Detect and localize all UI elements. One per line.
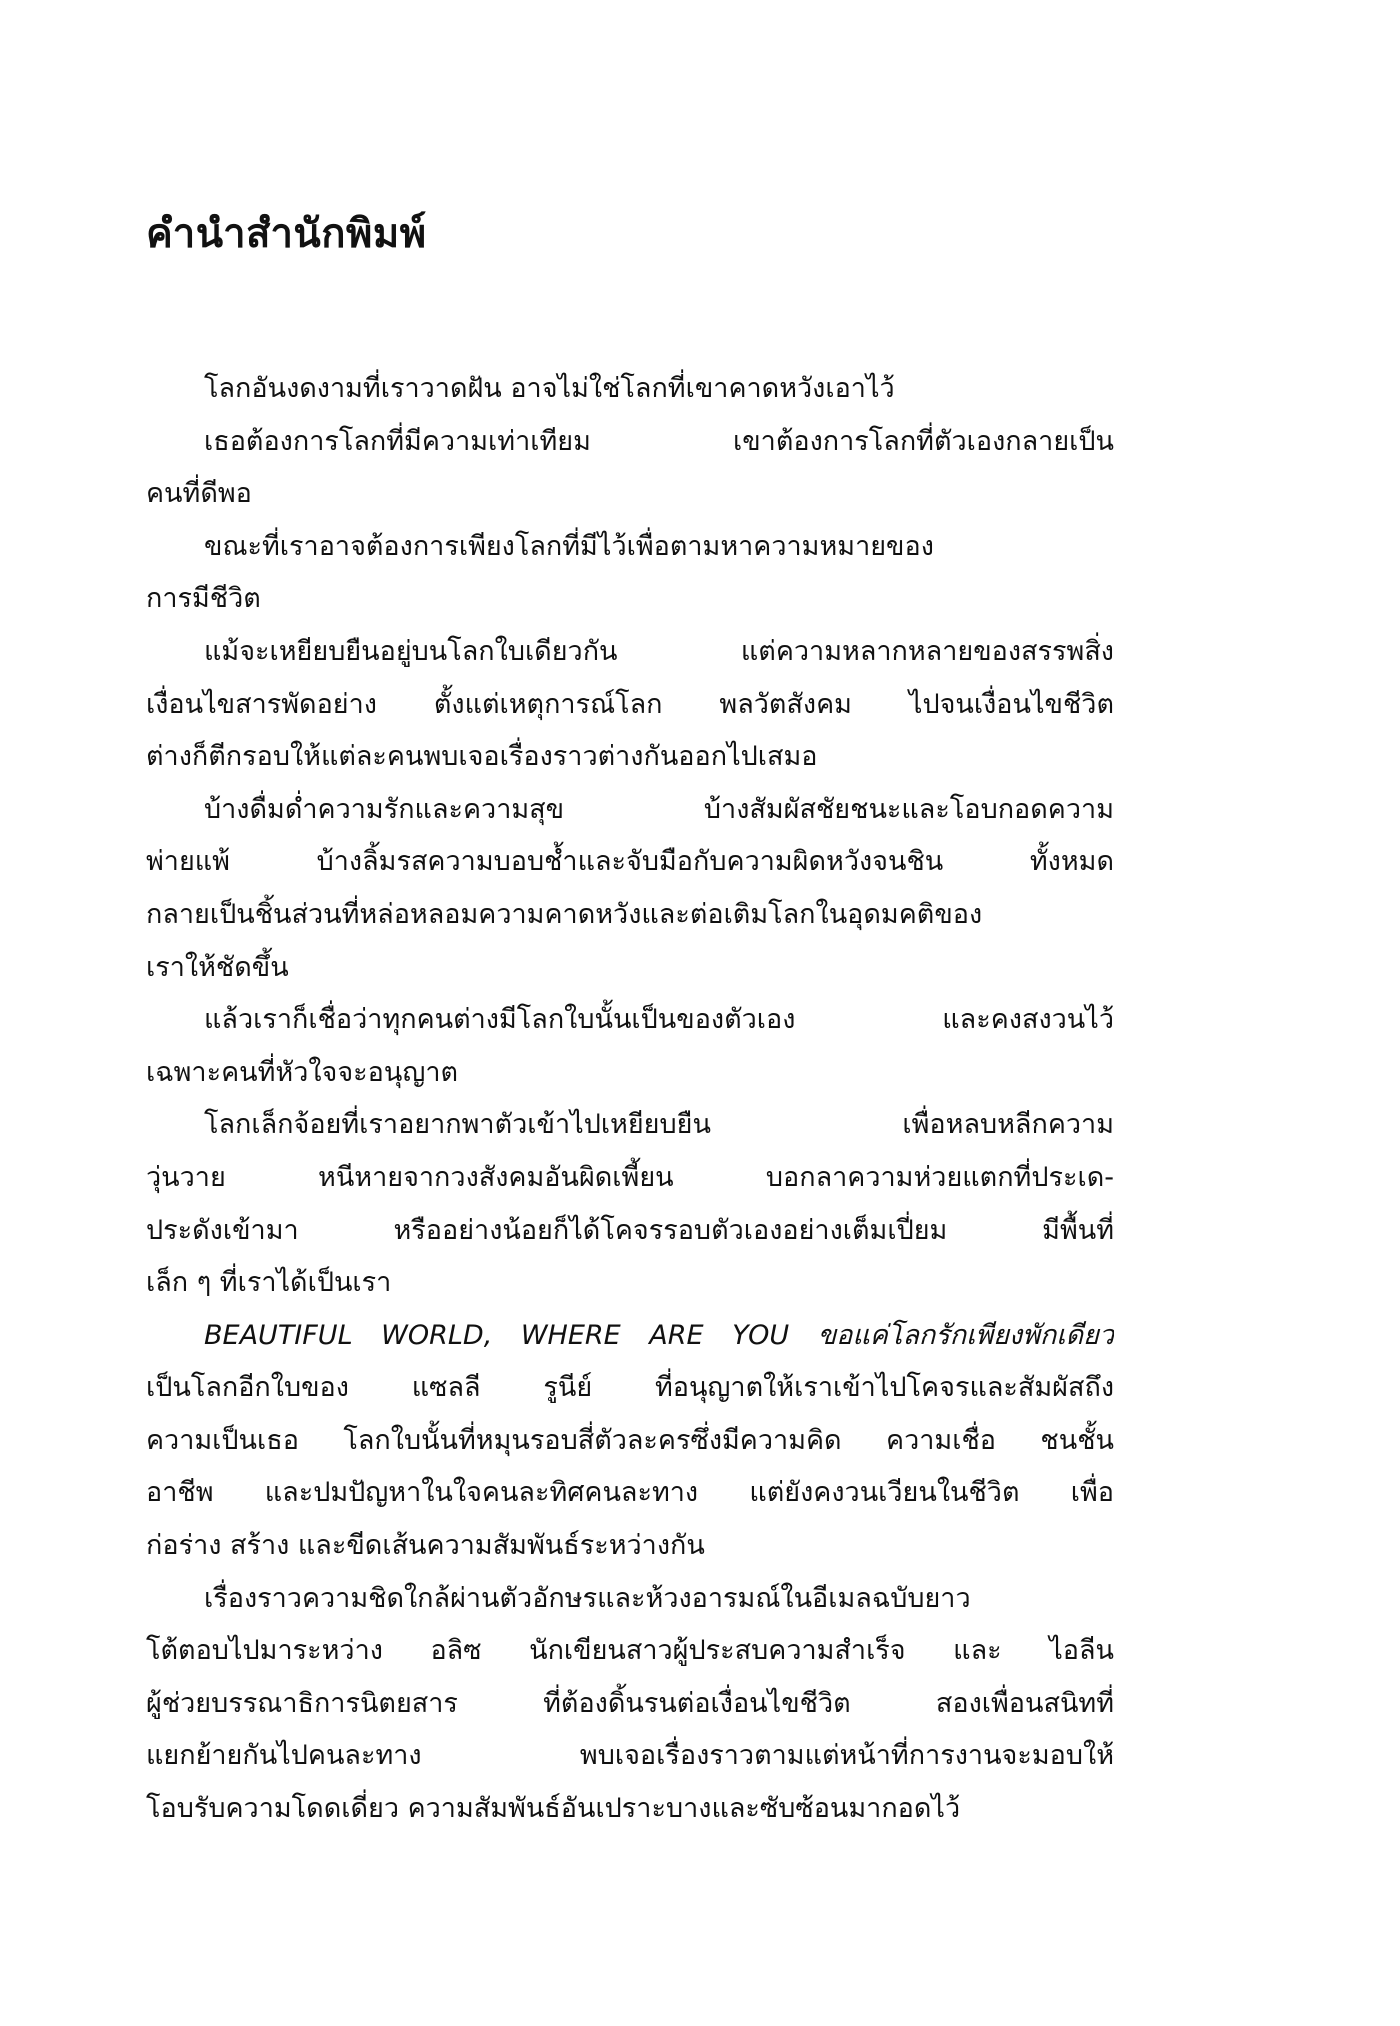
text-line: คนที่ดีพอ xyxy=(146,478,252,510)
text-line: แยกย้ายกันไปคนละทาง พบเจอเรื่องราวตามแต่หน้าที่การงานจะมอบให้ xyxy=(146,1740,1114,1772)
text-line: ต่างก็ตีกรอบให้แต่ละคนพบเจอเรื่องราวต่างกันออกไปเสมอ xyxy=(146,741,818,773)
text-line: เล็ก ๆ ที่เราได้เป็นเรา xyxy=(146,1267,392,1299)
text-line: อาชีพ และปมปัญหาในใจคนละทิศคนละทาง แต่ยังคงวนเวียนในชีวิต เพื่อ xyxy=(146,1477,1114,1509)
text-line: โลกเล็กจ้อยที่เราอยากพาตัวเข้าไปเหยียบยืน เพื่อหลบหลีกความ xyxy=(204,1109,1114,1141)
text-line: แล้วเราก็เชื่อว่าทุกคนต่างมีโลกใบนั้นเป็นของตัวเอง และคงสงวนไว้ xyxy=(204,1004,1114,1036)
text-line: ความเป็นเธอ โลกใบนั้นที่หมุนรอบสี่ตัวละครซึ่งมีความคิด ความเชื่อ ชนชั้น xyxy=(146,1424,1114,1456)
text-line: BEAUTIFUL WORLD, WHERE ARE YOU ขอแค่โลกรักเพียงพักเดียว xyxy=(204,1319,1114,1351)
text-line: ขณะที่เราอาจต้องการเพียงโลกที่มีไว้เพื่อตามหาความหมายของ xyxy=(204,530,934,562)
body-text xyxy=(146,363,1114,1836)
text-line: โอบรับความโดดเดี่ยว ความสัมพันธ์อันเปราะบางและซับซ้อนมากอดไว้ xyxy=(146,1793,961,1825)
text-line: เธอต้องการโลกที่มีความเท่าเทียม เขาต้องการโลกที่ตัวเองกลายเป็น xyxy=(204,425,1114,457)
text-line: ผู้ช่วยบรรณาธิการนิตยสาร ที่ต้องดิ้นรนต่อเงื่อนไขชีวิต สองเพื่อนสนิทที่ xyxy=(146,1687,1114,1719)
text-line: แม้จะเหยียบยืนอยู่บนโลกใบเดียวกัน แต่ความหลากหลายของสรรพสิ่ง xyxy=(204,635,1114,667)
text-line: วุ่นวาย หนีหายจากวงสังคมอันผิดเพี้ยน บอกลาความห่วยแตกที่ประเด- xyxy=(146,1161,1114,1193)
text-line: โต้ตอบไปมาระหว่าง อลิซ นักเขียนสาวผู้ประสบความสำเร็จ และ ไอลีน xyxy=(146,1635,1114,1667)
text-line: โลกอันงดงามที่เราวาดฝัน อาจไม่ใช่โลกที่เขาคาดหวังเอาไว้ xyxy=(204,373,895,404)
text-line: เป็นโลกอีกใบของ แซลลี รูนีย์ ที่อนุญาตให้เราเข้าไปโคจรและสัมผัสถึง xyxy=(146,1372,1114,1404)
text-line: พ่ายแพ้ บ้างลิ้มรสความบอบช้ำและจับมือกับความผิดหวังจนชิน ทั้งหมด xyxy=(146,846,1114,878)
text-line: เฉพาะคนที่หัวใจจะอนุญาต xyxy=(146,1056,459,1088)
page-heading: คำนำสำนักพิมพ์ xyxy=(146,211,427,257)
text-line: เงื่อนไขสารพัดอย่าง ตั้งแต่เหตุการณ์โลก พลวัตสังคม ไปจนเงื่อนไขชีวิต xyxy=(146,688,1114,720)
text-line: เราให้ชัดขึ้น xyxy=(146,951,289,983)
text-line: เรื่องราวความชิดใกล้ผ่านตัวอักษรและห้วงอารมณ์ในอีเมลฉบับยาว xyxy=(204,1582,971,1614)
text-line: บ้างดื่มด่ำความรักและความสุข บ้างสัมผัสชัยชนะและโอบกอดความ xyxy=(204,793,1114,825)
text-line: ประดังเข้ามา หรืออย่างน้อยก็ได้โคจรรอบตัวเองอย่างเต็มเปี่ยม มีพื้นที่ xyxy=(146,1214,1114,1246)
text-line: กลายเป็นชิ้นส่วนที่หล่อหลอมความคาดหวังและต่อเติมโลกในอุดมคติของ xyxy=(146,898,983,930)
text-line: การมีชีวิต xyxy=(146,583,261,615)
text-line: ก่อร่าง สร้าง และขีดเส้นความสัมพันธ์ระหว่างกัน xyxy=(146,1530,705,1562)
